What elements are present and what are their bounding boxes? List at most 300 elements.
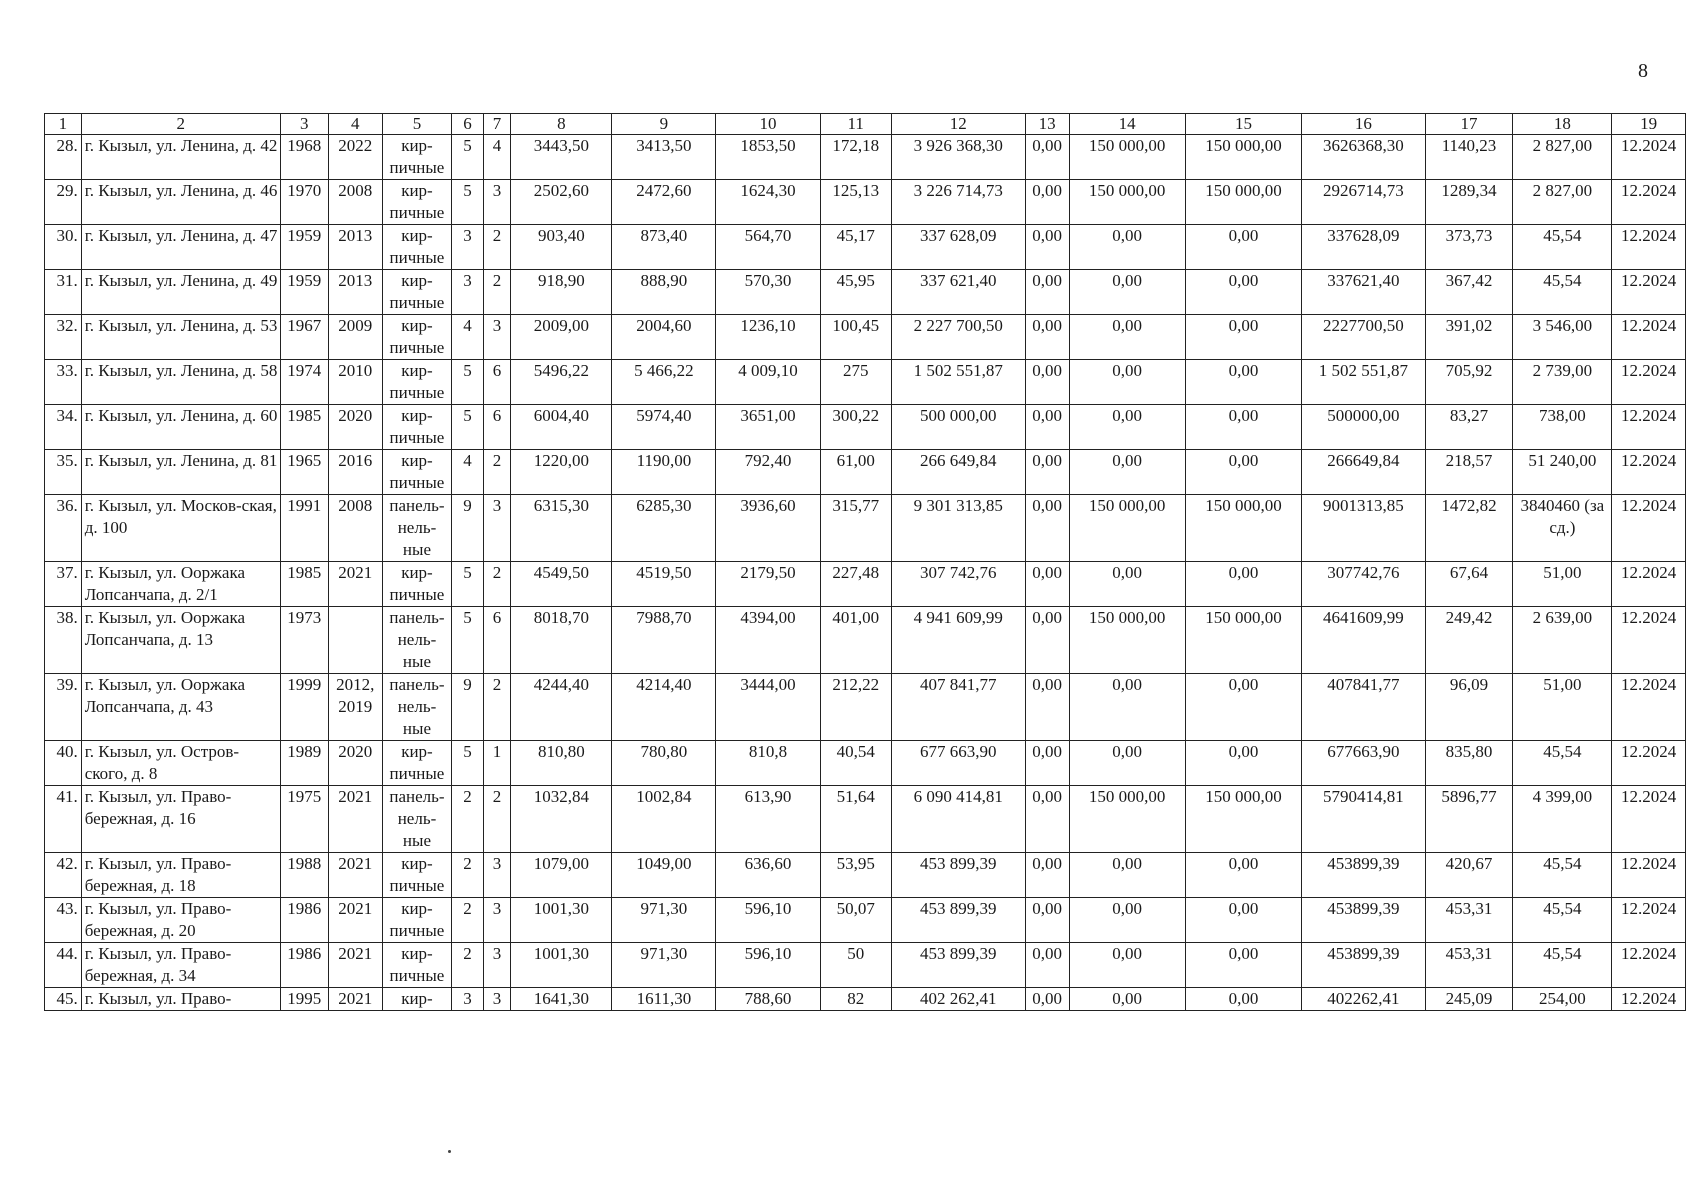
table-cell-col-11: 45,17 <box>820 225 891 270</box>
table-cell-col-10: 1236,10 <box>716 315 820 360</box>
table-cell-col-18: 2 827,00 <box>1513 135 1612 180</box>
table-cell-col-4: 2009 <box>328 315 382 360</box>
table-cell-col-9: 780,80 <box>612 741 716 786</box>
table-cell-col-2: г. Кызыл, ул. Ленина, д. 81 <box>81 450 280 495</box>
table-cell-col-1: 28. <box>45 135 82 180</box>
table-cell-col-7: 4 <box>483 135 511 180</box>
table-cell-col-3: 1999 <box>280 674 328 741</box>
table-cell-col-18: 45,54 <box>1513 898 1612 943</box>
table-row <box>45 135 1686 180</box>
table-cell-col-11: 401,00 <box>820 607 891 674</box>
table-cell-col-19: 12.2024 <box>1612 360 1686 405</box>
table-row <box>45 741 1686 786</box>
table-cell-col-15: 0,00 <box>1185 853 1301 898</box>
table-cell-col-16: 266649,84 <box>1302 450 1425 495</box>
table-cell-col-13: 0,00 <box>1025 853 1069 898</box>
table-cell-col-5: кир-пичные <box>382 360 451 405</box>
housing-table <box>44 113 1686 1011</box>
table-row <box>45 180 1686 225</box>
table-cell-col-18: 2 827,00 <box>1513 180 1612 225</box>
table-row <box>45 495 1686 562</box>
table-cell-col-9: 2004,60 <box>612 315 716 360</box>
table-cell-col-1: 34. <box>45 405 82 450</box>
table-cell-col-15: 0,00 <box>1185 450 1301 495</box>
table-cell-col-4: 2021 <box>328 786 382 853</box>
table-row <box>45 607 1686 674</box>
table-cell-col-2: г. Кызыл, ул. Ленина, д. 60 <box>81 405 280 450</box>
table-cell-col-5: кир-пичные <box>382 135 451 180</box>
column-number-2: 2 <box>81 114 280 135</box>
table-cell-col-12: 307 742,76 <box>891 562 1025 607</box>
table-cell-col-9: 5 466,22 <box>612 360 716 405</box>
table-cell-col-3: 1989 <box>280 741 328 786</box>
table-cell-col-16: 402262,41 <box>1302 988 1425 1011</box>
table-row <box>45 450 1686 495</box>
table-cell-col-2: г. Кызыл, ул. Ленина, д. 46 <box>81 180 280 225</box>
table-cell-col-1: 35. <box>45 450 82 495</box>
table-cell-col-15: 0,00 <box>1185 315 1301 360</box>
table-cell-col-14: 0,00 <box>1069 562 1185 607</box>
table-cell-col-11: 300,22 <box>820 405 891 450</box>
table-cell-col-13: 0,00 <box>1025 450 1069 495</box>
table-cell-col-9: 4519,50 <box>612 562 716 607</box>
table-cell-col-17: 1289,34 <box>1425 180 1513 225</box>
table-cell-col-1: 39. <box>45 674 82 741</box>
table-cell-col-11: 53,95 <box>820 853 891 898</box>
table-cell-col-2: г. Кызыл, ул. Ленина, д. 49 <box>81 270 280 315</box>
table-cell-col-11: 275 <box>820 360 891 405</box>
table-cell-col-9: 971,30 <box>612 898 716 943</box>
table-cell-col-19: 12.2024 <box>1612 943 1686 988</box>
table-cell-col-16: 337621,40 <box>1302 270 1425 315</box>
table-cell-col-12: 407 841,77 <box>891 674 1025 741</box>
table-cell-col-5: кир-пичные <box>382 270 451 315</box>
table-cell-col-14: 0,00 <box>1069 360 1185 405</box>
table-cell-col-2: г. Кызыл, ул. Ленина, д. 58 <box>81 360 280 405</box>
table-cell-col-4: 2020 <box>328 741 382 786</box>
table-cell-col-17: 453,31 <box>1425 898 1513 943</box>
table-cell-col-15: 150 000,00 <box>1185 495 1301 562</box>
table-cell-col-6: 5 <box>452 360 484 405</box>
table-cell-col-8: 1001,30 <box>511 898 612 943</box>
table-cell-col-15: 0,00 <box>1185 943 1301 988</box>
table-cell-col-10: 4 009,10 <box>716 360 820 405</box>
table-cell-col-8: 1001,30 <box>511 943 612 988</box>
table-cell-col-18: 45,54 <box>1513 943 1612 988</box>
table-cell-col-18: 3 546,00 <box>1513 315 1612 360</box>
table-cell-col-16: 4641609,99 <box>1302 607 1425 674</box>
table-cell-col-12: 3 226 714,73 <box>891 180 1025 225</box>
table-cell-col-19: 12.2024 <box>1612 674 1686 741</box>
table-cell-col-12: 3 926 368,30 <box>891 135 1025 180</box>
table-cell-col-13: 0,00 <box>1025 898 1069 943</box>
table-cell-col-4: 2021 <box>328 853 382 898</box>
table-cell-col-16: 3626368,30 <box>1302 135 1425 180</box>
table-cell-col-8: 903,40 <box>511 225 612 270</box>
table-cell-col-10: 1853,50 <box>716 135 820 180</box>
table-cell-col-1: 40. <box>45 741 82 786</box>
table-cell-col-9: 1002,84 <box>612 786 716 853</box>
table-cell-col-15: 0,00 <box>1185 225 1301 270</box>
table-cell-col-11: 172,18 <box>820 135 891 180</box>
table-cell-col-14: 150 000,00 <box>1069 180 1185 225</box>
table-cell-col-3: 1965 <box>280 450 328 495</box>
table-cell-col-3: 1985 <box>280 405 328 450</box>
table-cell-col-15: 0,00 <box>1185 674 1301 741</box>
table-cell-col-1: 43. <box>45 898 82 943</box>
table-cell-col-17: 83,27 <box>1425 405 1513 450</box>
table-cell-col-9: 971,30 <box>612 943 716 988</box>
table-cell-col-17: 1472,82 <box>1425 495 1513 562</box>
table-cell-col-11: 212,22 <box>820 674 891 741</box>
table-cell-col-18: 51,00 <box>1513 562 1612 607</box>
table-cell-col-14: 0,00 <box>1069 405 1185 450</box>
table-cell-col-16: 5790414,81 <box>1302 786 1425 853</box>
table-cell-col-9: 2472,60 <box>612 180 716 225</box>
column-number-10: 10 <box>716 114 820 135</box>
column-number-6: 6 <box>452 114 484 135</box>
table-cell-col-3: 1959 <box>280 225 328 270</box>
table-cell-col-6: 3 <box>452 988 484 1011</box>
table-cell-col-4: 2021 <box>328 562 382 607</box>
table-cell-col-4: 2010 <box>328 360 382 405</box>
table-cell-col-18: 4 399,00 <box>1513 786 1612 853</box>
table-cell-col-2: г. Кызыл, ул. Ооржака Лопсанчапа, д. 2/1 <box>81 562 280 607</box>
table-cell-col-13: 0,00 <box>1025 988 1069 1011</box>
table-cell-col-19: 12.2024 <box>1612 315 1686 360</box>
table-cell-col-13: 0,00 <box>1025 741 1069 786</box>
table-cell-col-17: 67,64 <box>1425 562 1513 607</box>
table-cell-col-14: 0,00 <box>1069 315 1185 360</box>
table-cell-col-3: 1995 <box>280 988 328 1011</box>
table-cell-col-9: 6285,30 <box>612 495 716 562</box>
table-cell-col-10: 596,10 <box>716 898 820 943</box>
column-number-19: 19 <box>1612 114 1686 135</box>
table-cell-col-3: 1959 <box>280 270 328 315</box>
table-cell-col-7: 2 <box>483 450 511 495</box>
table-row <box>45 270 1686 315</box>
table-cell-col-2: г. Кызыл, ул. Ооржака Лопсанчапа, д. 43 <box>81 674 280 741</box>
table-cell-col-15: 150 000,00 <box>1185 135 1301 180</box>
table-cell-col-16: 407841,77 <box>1302 674 1425 741</box>
table-cell-col-16: 453899,39 <box>1302 853 1425 898</box>
table-cell-col-7: 3 <box>483 898 511 943</box>
table-row <box>45 988 1686 1011</box>
table-cell-col-18: 51 240,00 <box>1513 450 1612 495</box>
table-cell-col-4: 2013 <box>328 225 382 270</box>
table-cell-col-13: 0,00 <box>1025 315 1069 360</box>
table-cell-col-1: 38. <box>45 607 82 674</box>
table-cell-col-5: кир-пичные <box>382 450 451 495</box>
table-cell-col-9: 1611,30 <box>612 988 716 1011</box>
table-cell-col-1: 44. <box>45 943 82 988</box>
table-cell-col-5: кир-пичные <box>382 853 451 898</box>
table-cell-col-11: 50 <box>820 943 891 988</box>
table-row <box>45 786 1686 853</box>
table-cell-col-8: 2009,00 <box>511 315 612 360</box>
table-cell-col-16: 2227700,50 <box>1302 315 1425 360</box>
table-cell-col-12: 337 621,40 <box>891 270 1025 315</box>
table-cell-col-7: 3 <box>483 495 511 562</box>
table-cell-col-19: 12.2024 <box>1612 135 1686 180</box>
table-row <box>45 405 1686 450</box>
table-cell-col-13: 0,00 <box>1025 225 1069 270</box>
table-cell-col-17: 96,09 <box>1425 674 1513 741</box>
table-cell-col-6: 2 <box>452 786 484 853</box>
column-number-12: 12 <box>891 114 1025 135</box>
table-cell-col-10: 636,60 <box>716 853 820 898</box>
table-cell-col-2: г. Кызыл, ул. Право- <box>81 988 280 1011</box>
table-cell-col-18: 3840460 (за сд.) <box>1513 495 1612 562</box>
table-cell-col-11: 82 <box>820 988 891 1011</box>
table-cell-col-4: 2021 <box>328 988 382 1011</box>
table-cell-col-15: 150 000,00 <box>1185 786 1301 853</box>
table-cell-col-3: 1975 <box>280 786 328 853</box>
table-cell-col-10: 3444,00 <box>716 674 820 741</box>
table-cell-col-3: 1991 <box>280 495 328 562</box>
table-cell-col-5: кир-пичные <box>382 898 451 943</box>
table-cell-col-9: 4214,40 <box>612 674 716 741</box>
table-cell-col-14: 0,00 <box>1069 741 1185 786</box>
table-cell-col-6: 4 <box>452 450 484 495</box>
header-row <box>45 114 1686 135</box>
table-cell-col-1: 41. <box>45 786 82 853</box>
table-cell-col-15: 0,00 <box>1185 360 1301 405</box>
table-cell-col-12: 337 628,09 <box>891 225 1025 270</box>
table-cell-col-19: 12.2024 <box>1612 853 1686 898</box>
table-cell-col-10: 564,70 <box>716 225 820 270</box>
table-cell-col-12: 1 502 551,87 <box>891 360 1025 405</box>
table-cell-col-10: 3936,60 <box>716 495 820 562</box>
stray-dot <box>448 1150 451 1153</box>
table-cell-col-17: 367,42 <box>1425 270 1513 315</box>
table-row <box>45 562 1686 607</box>
table-cell-col-5: кир-пичные <box>382 225 451 270</box>
table-cell-col-13: 0,00 <box>1025 562 1069 607</box>
table-cell-col-5: кир-пичные <box>382 405 451 450</box>
table-cell-col-8: 810,80 <box>511 741 612 786</box>
table-cell-col-14: 0,00 <box>1069 270 1185 315</box>
table-cell-col-14: 0,00 <box>1069 943 1185 988</box>
table-cell-col-7: 2 <box>483 270 511 315</box>
table-cell-col-13: 0,00 <box>1025 786 1069 853</box>
table-cell-col-2: г. Кызыл, ул. Ленина, д. 53 <box>81 315 280 360</box>
table-cell-col-13: 0,00 <box>1025 495 1069 562</box>
table-cell-col-16: 9001313,85 <box>1302 495 1425 562</box>
table-cell-col-5: кир-пичные <box>382 180 451 225</box>
table-cell-col-4 <box>328 607 382 674</box>
table-cell-col-10: 810,8 <box>716 741 820 786</box>
table-cell-col-1: 45. <box>45 988 82 1011</box>
table-cell-col-13: 0,00 <box>1025 943 1069 988</box>
table-cell-col-2: г. Кызыл, ул. Ооржака Лопсанчапа, д. 13 <box>81 607 280 674</box>
table-cell-col-10: 2179,50 <box>716 562 820 607</box>
table-cell-col-17: 249,42 <box>1425 607 1513 674</box>
column-number-1: 1 <box>45 114 82 135</box>
table-cell-col-19: 12.2024 <box>1612 741 1686 786</box>
table-cell-col-3: 1968 <box>280 135 328 180</box>
column-number-5: 5 <box>382 114 451 135</box>
table-cell-col-1: 29. <box>45 180 82 225</box>
table-cell-col-14: 0,00 <box>1069 898 1185 943</box>
table-cell-col-8: 3443,50 <box>511 135 612 180</box>
table-cell-col-1: 37. <box>45 562 82 607</box>
table-cell-col-10: 4394,00 <box>716 607 820 674</box>
page-number: 8 <box>1638 60 1648 82</box>
table-cell-col-14: 0,00 <box>1069 853 1185 898</box>
table-cell-col-7: 3 <box>483 853 511 898</box>
table-cell-col-1: 31. <box>45 270 82 315</box>
table-cell-col-4: 2016 <box>328 450 382 495</box>
table-cell-col-7: 3 <box>483 988 511 1011</box>
table-cell-col-12: 677 663,90 <box>891 741 1025 786</box>
table-cell-col-7: 2 <box>483 562 511 607</box>
table-cell-col-1: 32. <box>45 315 82 360</box>
table-cell-col-6: 5 <box>452 135 484 180</box>
table-cell-col-14: 0,00 <box>1069 450 1185 495</box>
table-cell-col-16: 453899,39 <box>1302 943 1425 988</box>
table-cell-col-5: кир-пичные <box>382 741 451 786</box>
table-cell-col-14: 150 000,00 <box>1069 495 1185 562</box>
table-cell-col-4: 2008 <box>328 495 382 562</box>
table-cell-col-4: 2021 <box>328 898 382 943</box>
table-cell-col-4: 2013 <box>328 270 382 315</box>
table-cell-col-10: 613,90 <box>716 786 820 853</box>
table-cell-col-19: 12.2024 <box>1612 450 1686 495</box>
table-cell-col-16: 307742,76 <box>1302 562 1425 607</box>
table-cell-col-16: 1 502 551,87 <box>1302 360 1425 405</box>
table-cell-col-7: 3 <box>483 180 511 225</box>
table-cell-col-17: 218,57 <box>1425 450 1513 495</box>
table-cell-col-10: 3651,00 <box>716 405 820 450</box>
table-cell-col-3: 1970 <box>280 180 328 225</box>
table-cell-col-11: 51,64 <box>820 786 891 853</box>
table-cell-col-11: 45,95 <box>820 270 891 315</box>
table-cell-col-3: 1974 <box>280 360 328 405</box>
table-cell-col-15: 0,00 <box>1185 741 1301 786</box>
table-cell-col-11: 227,48 <box>820 562 891 607</box>
table-cell-col-4: 2008 <box>328 180 382 225</box>
table-cell-col-19: 12.2024 <box>1612 988 1686 1011</box>
table-cell-col-2: г. Кызыл, ул. Ленина, д. 47 <box>81 225 280 270</box>
table-cell-col-18: 51,00 <box>1513 674 1612 741</box>
table-cell-col-13: 0,00 <box>1025 607 1069 674</box>
table-cell-col-14: 0,00 <box>1069 225 1185 270</box>
table-cell-col-5: кир-пичные <box>382 315 451 360</box>
table-cell-col-2: г. Кызыл, ул. Москов-ская, д. 100 <box>81 495 280 562</box>
table-row <box>45 315 1686 360</box>
table-cell-col-4: 2021 <box>328 943 382 988</box>
table-cell-col-6: 2 <box>452 898 484 943</box>
table-cell-col-6: 9 <box>452 674 484 741</box>
table-cell-col-15: 0,00 <box>1185 562 1301 607</box>
table-cell-col-13: 0,00 <box>1025 135 1069 180</box>
table-cell-col-19: 12.2024 <box>1612 405 1686 450</box>
table-cell-col-13: 0,00 <box>1025 180 1069 225</box>
table-cell-col-2: г. Кызыл, ул. Ленина, д. 42 <box>81 135 280 180</box>
table-cell-col-9: 5974,40 <box>612 405 716 450</box>
table-cell-col-12: 2 227 700,50 <box>891 315 1025 360</box>
table-cell-col-6: 5 <box>452 405 484 450</box>
column-number-14: 14 <box>1069 114 1185 135</box>
table-cell-col-10: 596,10 <box>716 943 820 988</box>
table-cell-col-17: 1140,23 <box>1425 135 1513 180</box>
table-cell-col-9: 873,40 <box>612 225 716 270</box>
table-cell-col-12: 453 899,39 <box>891 853 1025 898</box>
table-cell-col-6: 2 <box>452 853 484 898</box>
table-cell-col-16: 2926714,73 <box>1302 180 1425 225</box>
table-cell-col-10: 792,40 <box>716 450 820 495</box>
table-cell-col-14: 0,00 <box>1069 674 1185 741</box>
table-cell-col-3: 1986 <box>280 943 328 988</box>
table-cell-col-8: 8018,70 <box>511 607 612 674</box>
table-cell-col-1: 42. <box>45 853 82 898</box>
table-cell-col-17: 373,73 <box>1425 225 1513 270</box>
table-cell-col-2: г. Кызыл, ул. Право-бережная, д. 18 <box>81 853 280 898</box>
table-cell-col-8: 918,90 <box>511 270 612 315</box>
table-cell-col-13: 0,00 <box>1025 360 1069 405</box>
table-cell-col-18: 45,54 <box>1513 270 1612 315</box>
column-number-15: 15 <box>1185 114 1301 135</box>
table-cell-col-14: 150 000,00 <box>1069 786 1185 853</box>
table-cell-col-5: панель-нель-ные <box>382 674 451 741</box>
table-cell-col-17: 391,02 <box>1425 315 1513 360</box>
column-number-17: 17 <box>1425 114 1513 135</box>
table-cell-col-11: 61,00 <box>820 450 891 495</box>
table-cell-col-9: 1190,00 <box>612 450 716 495</box>
table-cell-col-6: 2 <box>452 943 484 988</box>
table-cell-col-11: 40,54 <box>820 741 891 786</box>
table-cell-col-19: 12.2024 <box>1612 225 1686 270</box>
table-row <box>45 853 1686 898</box>
table-cell-col-2: г. Кызыл, ул. Остров-ского, д. 8 <box>81 741 280 786</box>
table-cell-col-7: 2 <box>483 674 511 741</box>
column-number-7: 7 <box>483 114 511 135</box>
table-cell-col-6: 5 <box>452 741 484 786</box>
table-cell-col-4: 2012, 2019 <box>328 674 382 741</box>
table-cell-col-16: 500000,00 <box>1302 405 1425 450</box>
table-cell-col-11: 100,45 <box>820 315 891 360</box>
table-cell-col-11: 125,13 <box>820 180 891 225</box>
table-cell-col-2: г. Кызыл, ул. Право-бережная, д. 34 <box>81 943 280 988</box>
table-cell-col-9: 1049,00 <box>612 853 716 898</box>
table-cell-col-5: кир-пичные <box>382 943 451 988</box>
column-number-18: 18 <box>1513 114 1612 135</box>
table-cell-col-11: 50,07 <box>820 898 891 943</box>
table-cell-col-14: 150 000,00 <box>1069 135 1185 180</box>
table-cell-col-6: 5 <box>452 562 484 607</box>
table-cell-col-1: 30. <box>45 225 82 270</box>
table-cell-col-5: кир- <box>382 988 451 1011</box>
table-cell-col-19: 12.2024 <box>1612 495 1686 562</box>
table-row <box>45 225 1686 270</box>
table-cell-col-13: 0,00 <box>1025 674 1069 741</box>
table-cell-col-2: г. Кызыл, ул. Право-бережная, д. 20 <box>81 898 280 943</box>
column-number-4: 4 <box>328 114 382 135</box>
table-cell-col-5: панель-нель-ные <box>382 786 451 853</box>
table-cell-col-5: панель-нель-ные <box>382 607 451 674</box>
table-cell-col-12: 6 090 414,81 <box>891 786 1025 853</box>
table-cell-col-19: 12.2024 <box>1612 270 1686 315</box>
table-cell-col-8: 1220,00 <box>511 450 612 495</box>
table-cell-col-8: 1032,84 <box>511 786 612 853</box>
table-cell-col-3: 1967 <box>280 315 328 360</box>
table-cell-col-19: 12.2024 <box>1612 562 1686 607</box>
table-cell-col-15: 150 000,00 <box>1185 607 1301 674</box>
table-cell-col-6: 5 <box>452 180 484 225</box>
table-cell-col-17: 245,09 <box>1425 988 1513 1011</box>
table-cell-col-10: 570,30 <box>716 270 820 315</box>
